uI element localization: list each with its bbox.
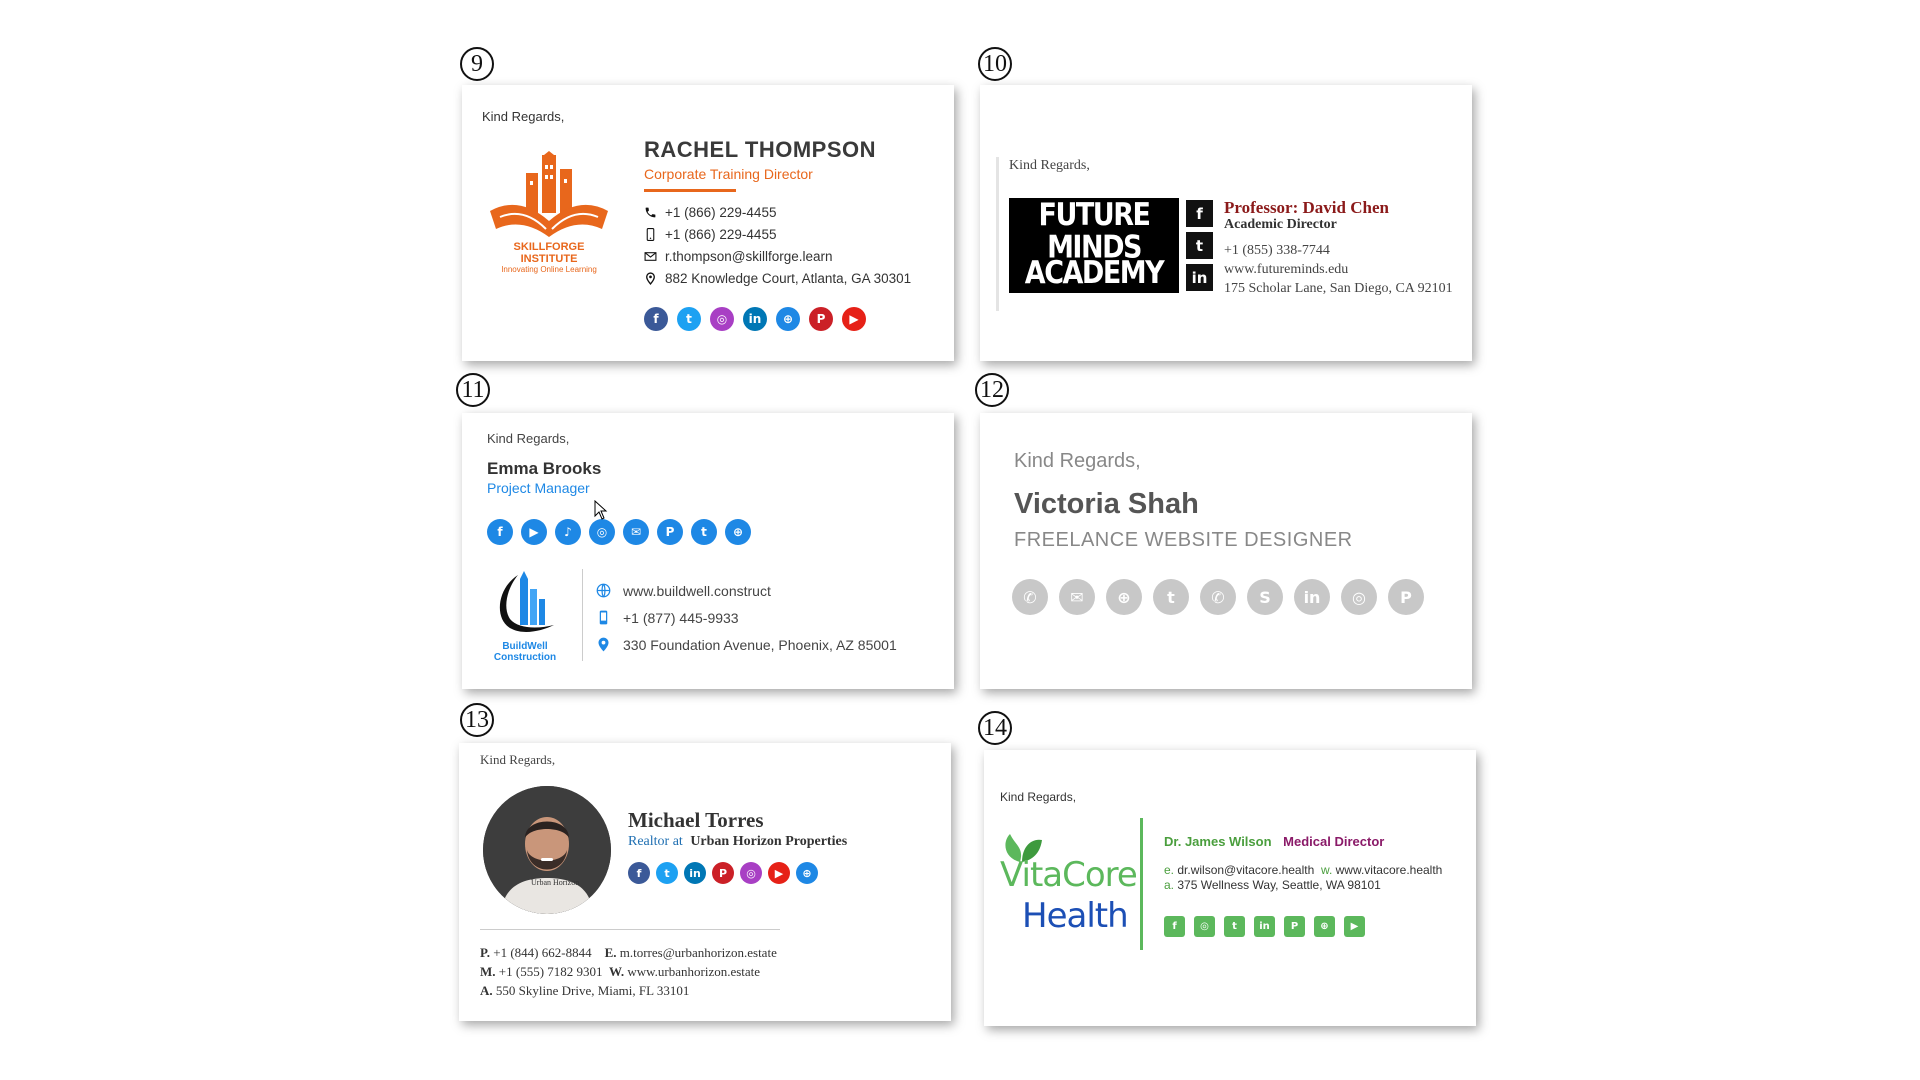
facebook-icon[interactable]: f [487, 519, 513, 545]
facebook-icon[interactable]: f [628, 862, 650, 884]
social-icons [644, 307, 866, 331]
brand-name: VitaCore [1000, 855, 1137, 895]
website-link[interactable]: www.urbanhorizon.estate [627, 964, 761, 979]
phone-label: P. [480, 945, 490, 960]
phone-text[interactable]: +1 (877) 445-9933 [623, 609, 739, 626]
mobile-label: M. [480, 964, 496, 979]
mobile-row [644, 223, 911, 245]
website-link[interactable]: www.buildwell.construct [623, 582, 771, 599]
profile-photo [483, 786, 611, 914]
linkedin-icon[interactable]: in [1294, 579, 1330, 615]
buildwell-logo [490, 569, 558, 641]
address-text: 882 Knowledge Court, Atlanta, GA 30301 [665, 270, 912, 286]
signature-title: FREELANCE WEBSITE DESIGNER [1014, 529, 1353, 551]
logo-text [488, 641, 562, 663]
signature-card-11 [462, 413, 954, 689]
signature-card-10 [980, 85, 1472, 361]
email-row [644, 245, 911, 267]
email-label: E. [604, 945, 617, 960]
mobile-text[interactable]: +1 (555) 7182 9301 [498, 964, 603, 979]
mobile-icon [644, 228, 657, 241]
signature-role: Academic Director [1224, 217, 1337, 232]
address-text: 330 Foundation Avenue, Phoenix, AZ 85001 [623, 636, 897, 653]
signature-card-14 [984, 750, 1476, 1026]
instagram-icon[interactable]: ◎ [1194, 916, 1215, 937]
badge-12: 12 [975, 373, 1009, 407]
youtube-icon[interactable]: ▶ [521, 519, 547, 545]
linkedin-icon[interactable]: in [743, 307, 767, 331]
address-text: 175 Scholar Lane, San Diego, CA 92101 [1224, 281, 1453, 296]
website-icon[interactable]: ⊕ [725, 519, 751, 545]
phone-row [644, 201, 911, 223]
logo-line-1: BuildWell [502, 641, 548, 652]
twitter-icon[interactable]: t [656, 862, 678, 884]
logo-line-2: Construction [493, 652, 557, 663]
website-link[interactable]: www.vitacore.health [1335, 863, 1443, 877]
social-icons [487, 519, 751, 545]
pinterest-icon[interactable]: P [809, 307, 833, 331]
twitter-icon[interactable]: t [1153, 579, 1189, 615]
twitter-icon[interactable]: t [677, 307, 701, 331]
logo-tagline: Innovating Online Learning [501, 265, 597, 274]
website-label: W. [609, 964, 625, 979]
twitter-icon[interactable]: t [1186, 232, 1213, 259]
signature-title: Corporate Training Director [644, 166, 813, 182]
contact-info [1164, 863, 1442, 893]
signature-name: Michael Torres [628, 808, 764, 832]
tiktok-icon[interactable]: ♪ [555, 519, 581, 545]
address-label: a. [1164, 878, 1175, 892]
logo-line-2: ACADEMY [1024, 255, 1164, 291]
signature-header [1164, 834, 1384, 849]
address-row [596, 631, 897, 658]
left-divider [996, 157, 999, 311]
signature-card-13 [459, 743, 951, 1021]
greeting: Kind Regards, [1009, 158, 1090, 173]
signature-name: RACHEL THOMPSON [644, 137, 876, 162]
instagram-icon[interactable]: ◎ [1341, 579, 1377, 615]
contact-info [480, 943, 777, 1000]
email-link[interactable]: dr.wilson@vitacore.health [1177, 863, 1315, 877]
instagram-icon[interactable]: ◎ [710, 307, 734, 331]
pinterest-icon[interactable]: P [657, 519, 683, 545]
email-link[interactable]: m.torres@urbanhorizon.estate [619, 945, 777, 960]
phone-text[interactable]: +1 (844) 662-8844 [493, 945, 592, 960]
signature-card-12 [980, 413, 1472, 689]
email-icon[interactable]: ✉ [1059, 579, 1095, 615]
address-text: 550 Skyline Drive, Miami, FL 33101 [495, 983, 690, 998]
signature-name: Dr. James Wilson [1164, 834, 1272, 849]
book-building-icon [484, 151, 614, 245]
company-name: Urban Horizon Properties [690, 834, 848, 849]
email-label: e. [1164, 863, 1175, 877]
future-minds-logo [1009, 198, 1179, 293]
twitter-icon[interactable]: t [691, 519, 717, 545]
avatar [483, 786, 611, 914]
greeting: Kind Regards, [482, 109, 565, 124]
youtube-icon[interactable]: ▶ [768, 862, 790, 884]
signature-role [628, 834, 847, 850]
social-icons [1012, 579, 1424, 615]
phone-icon[interactable]: ✆ [1012, 579, 1048, 615]
contact-list [596, 577, 897, 658]
logo-line-1: FUTURE MINDS [1038, 197, 1150, 265]
mobile-text[interactable]: +1 (866) 229-4455 [665, 226, 777, 242]
pinterest-icon[interactable]: P [1388, 579, 1424, 615]
address-row [644, 267, 911, 289]
email-link[interactable]: r.thompson@skillforge.learn [665, 248, 833, 264]
social-icons [628, 862, 818, 884]
facebook-icon[interactable]: f [1164, 916, 1185, 937]
email-icon[interactable]: ✉ [623, 519, 649, 545]
website-icon[interactable]: ⊕ [796, 862, 818, 884]
instagram-icon[interactable]: ◎ [740, 862, 762, 884]
pinterest-icon[interactable]: P [712, 862, 734, 884]
signature-card-9 [462, 85, 954, 361]
website-icon[interactable]: ⊕ [1106, 579, 1142, 615]
facebook-icon[interactable]: f [1186, 200, 1213, 227]
contact-list [644, 201, 911, 289]
accent-underline [644, 189, 736, 192]
skillforge-logo [484, 151, 614, 274]
website-link[interactable]: www.futureminds.edu [1224, 262, 1349, 277]
mouse-cursor-icon [594, 500, 608, 520]
badge-13: 13 [460, 703, 494, 737]
instagram-icon[interactable]: ◎ [589, 519, 615, 545]
linkedin-icon[interactable]: in [1186, 264, 1213, 291]
email-icon [644, 250, 657, 263]
website-icon[interactable]: ⊕ [776, 307, 800, 331]
brand-subname: Health [1022, 896, 1128, 936]
signature-role: Medical Director [1283, 834, 1385, 849]
signature-name: Victoria Shah [1014, 488, 1199, 520]
vertical-divider [1140, 818, 1143, 950]
badge-14: 14 [978, 711, 1012, 745]
phone-text[interactable]: +1 (866) 229-4455 [665, 204, 777, 220]
building-swoosh-icon [490, 569, 558, 641]
phone-text[interactable]: +1 (855) 338-7744 [1224, 243, 1330, 258]
mobile-icon [596, 610, 611, 625]
phone-icon [644, 206, 657, 219]
phone-row [596, 604, 897, 631]
vertical-divider [582, 569, 583, 661]
linkedin-icon[interactable]: in [1254, 916, 1275, 937]
logo-name: SKILLFORGE INSTITUTE [513, 241, 585, 265]
skype-icon[interactable]: S [1247, 579, 1283, 615]
badge-11: 11 [456, 373, 490, 407]
facebook-icon[interactable]: f [644, 307, 668, 331]
website-row [596, 577, 897, 604]
youtube-icon[interactable]: ▶ [842, 307, 866, 331]
photo-caption: Urban Horizon [531, 878, 580, 887]
social-icons [1186, 200, 1213, 291]
signature-name: Emma Brooks [487, 459, 602, 478]
globe-icon [596, 583, 611, 598]
linkedin-icon[interactable]: in [684, 862, 706, 884]
address-text: 375 Wellness Way, Seattle, WA 98101 [1177, 878, 1381, 892]
greeting: Kind Regards, [487, 431, 570, 446]
website-icon[interactable]: ⊕ [1314, 916, 1335, 937]
contact-info [1224, 241, 1453, 298]
greeting: Kind Regards, [1000, 790, 1077, 804]
badge-10: 10 [978, 47, 1012, 81]
social-icons [1164, 916, 1365, 937]
location-pin-icon [596, 637, 611, 652]
location-pin-icon [644, 272, 657, 285]
role-prefix: Realtor at [628, 834, 683, 849]
twitter-icon[interactable]: t [1224, 916, 1245, 937]
badge-9: 9 [460, 47, 494, 81]
greeting: Kind Regards, [480, 752, 556, 767]
address-label: A. [480, 983, 493, 998]
pinterest-icon[interactable]: P [1284, 916, 1305, 937]
signature-title: Project Manager [487, 480, 590, 496]
youtube-icon[interactable]: ▶ [1344, 916, 1365, 937]
signature-name: Professor: David Chen [1224, 198, 1389, 217]
website-label: w. [1320, 863, 1333, 877]
divider [480, 929, 780, 930]
greeting: Kind Regards, [1014, 450, 1141, 472]
whatsapp-icon[interactable]: ✆ [1200, 579, 1236, 615]
